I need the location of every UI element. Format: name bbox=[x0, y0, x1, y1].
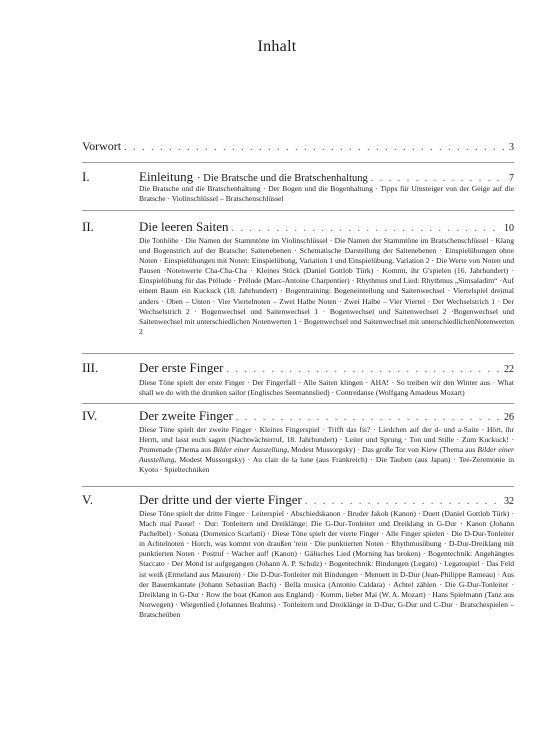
page-title: Inhalt bbox=[257, 38, 297, 55]
section-page: 32 bbox=[504, 496, 514, 507]
toc-entry-section-4 bbox=[82, 408, 514, 424]
section-contents: Diese Töne spielt der erste Finger · Der Fingerfall · Alle Saiten klingen · AHA! · So treiben wir den Winter aus · What shall we do with the drunken sailor (Englisches Seemannslied) · Contredanse (Wolfgang Amadeus Mozart) bbox=[139, 378, 514, 398]
vorwort-label: Vorwort bbox=[82, 139, 122, 153]
section-heading: Der dritte und der vierte Finger bbox=[139, 492, 302, 507]
section-text: , Modest Mussorgsky) · Das große Tor von Kiew (Thema aus bbox=[287, 445, 478, 455]
section-page: 7 bbox=[509, 173, 514, 184]
work-title: Bilder einer Ausstellung bbox=[213, 445, 288, 455]
section-contents: Die Tonhöhe · Die Namen der Stammtöne im Violinschlüssel · Die Namen der Stammtöne im Bratschenschlüssel · Klang und Bogenstrich auf der Bratsche: Saitenebenen · Schematische Darstellung der Saitenebenen · Einspielübungen ohne Noten · Einspielübungen mit Noten: Einspielübung, Variation 1 und Einspielübung, Variation 2 · Die Werte von Noten und Pausen ·Notenwerte Cha-Cha-Cha · Kleines Stück (Daniel Gottlob Türk) · Kommt, ihr G'spielen (16. Jahrhundert) · Einspielübung für das Prélude · Prélude (Marc-Antoine Charpentier) · Rhythmus und Lied: Rhythmus „Simsaladim“ ·Auf einem Baum ein Kuckuck (18. Jahrhundert) · Bogentraining: Bogeneinteilung und Saitenwechsel · Viertelspiel dreimal anders · Oben – Unten · Vier Viertelnoten – Zwei Halbe Noten · Zwei Halbe – Vier Viertel · Der Wechselstrich 1 · Der Wechselstrich 2 · Bogenwechsel und Saitenwechsel 1 · Bogenwechsel und Saitenwechsel 2 ·Bogenwechsel und Saitenwechsel mit unterschiedlichen Notenwerten 1 · Bogenwechsel und Saitenwechsel mit unterschiedlichenNotenwerten 2 bbox=[139, 236, 514, 336]
section-contents bbox=[139, 425, 514, 475]
section-subheading: · Die Bratsche und die Bratschenhaltung bbox=[197, 173, 368, 184]
section-page: 10 bbox=[504, 223, 514, 234]
section-numeral: II. bbox=[82, 219, 94, 234]
dot-leader bbox=[371, 173, 506, 184]
section-numeral: V. bbox=[82, 492, 93, 507]
section-numeral: III. bbox=[82, 360, 99, 375]
vorwort-page: 3 bbox=[509, 142, 514, 153]
toc-entry-vorwort bbox=[82, 139, 514, 154]
section-contents: Die Bratsche und die Bratschenhaltung · Der Bogen und die Bogenhaltung · Tipps für Umsteiger von der Geige auf die Bratsche · Violinschlüssel – Bratschenschlüssel bbox=[139, 184, 514, 204]
work-title: Bilder einer Ausstellung bbox=[139, 445, 514, 465]
dot-leader bbox=[124, 142, 506, 153]
divider bbox=[82, 210, 514, 211]
dot-leader bbox=[226, 364, 501, 375]
toc-entry-section-3 bbox=[82, 360, 514, 376]
dot-leader bbox=[232, 223, 501, 234]
toc-entry-section-5 bbox=[82, 492, 514, 508]
toc-entry-section-2 bbox=[82, 219, 514, 235]
section-page: 26 bbox=[504, 412, 514, 423]
dot-leader bbox=[305, 496, 501, 507]
section-numeral: I. bbox=[82, 169, 90, 184]
divider bbox=[82, 353, 514, 354]
divider bbox=[82, 486, 514, 487]
section-page: 22 bbox=[504, 364, 514, 375]
section-numeral: IV. bbox=[82, 408, 98, 423]
dot-leader bbox=[236, 412, 501, 423]
divider bbox=[82, 162, 514, 163]
section-heading: Die leeren Saiten bbox=[139, 219, 229, 234]
section-heading: Einleitung bbox=[139, 169, 194, 184]
section-heading: Der erste Finger bbox=[139, 360, 224, 375]
divider bbox=[82, 403, 514, 404]
section-text: , Modest Mussorgsky) · Au clair de la lune (aus Frankreich) · Die Tauben (aus Japan) · Tee-Zeremonie in Kyoto · Spieltechniken bbox=[139, 455, 514, 475]
section-text: Diese Töne spielt der zweite Finger · Kleines Fingerspiel · Trifft das fis? · Liedchen auf der d- und a-Saite · Hört, ihr Herrn, und lasst euch sagen (Nachtwächterruf, 18. Jahrhundert) · Leiter und Sprung · Ton und Stille · Zum Kuckuck! · Promenade (Thema aus bbox=[139, 425, 514, 455]
section-heading: Der zweite Finger bbox=[139, 408, 233, 423]
section-contents: Diese Töne spielt der dritte Finger · Leiterspiel · Abschiedskanon · Bruder Jakob (Kanon) · Duett (Daniel Gottlob Türk) · Mach mal Pause! · Dur: Tonleitern und Dreiklänge: Die G-Dur-Tonleiter und Dreiklang in G-Dur · Kanon (Johann Pachelbel) · Sonata (Domenico Scarlatti) · Diese Töne spielt der vierte Finger · Alle Finger spielen · Die D-Dur-Tonleiter in Achtelnoten · Horch, was kommt von draußen 'rein · Die punktierten Noten · Rhythmusübung · D-Dur-Dreiklang mit punktierten Noten · Postruf · Wacher auf! (Kanon) · Gälisches Lied (Morning has broken) · Bogentechnik: Angehängtes Staccato · Der Mond ist aufgegangen (Johann A. P. Schulz) · Bogentechnik: Bindungen (Legato) · Legatospiel · Das Feld ist weiß (Ermeland aus Masuren) · Die D-Dur-Tonleiter mit Bindungen · Menuett in D-Dur (Jean-Philippe Rameau) · Aus der Bauernkantate (Johann Sebastian Bach) · Bella musica (Antonio Caldara) · Achtel zählen · Die G-Dur-Tonleiter · Dreiklang in G-Dur · Row the boat (Kanon aus England) · Komm, lieber Mai (W. A. Mozart) · Hans Spielmann (Tanz aus Norwegen) · Wiegenlied (Johannes Brahms) · Tonleitern und Dreiklänge in D-Dur, G-Dur und C-Dur · Bratschespielen – Bratscheüben bbox=[139, 509, 514, 619]
